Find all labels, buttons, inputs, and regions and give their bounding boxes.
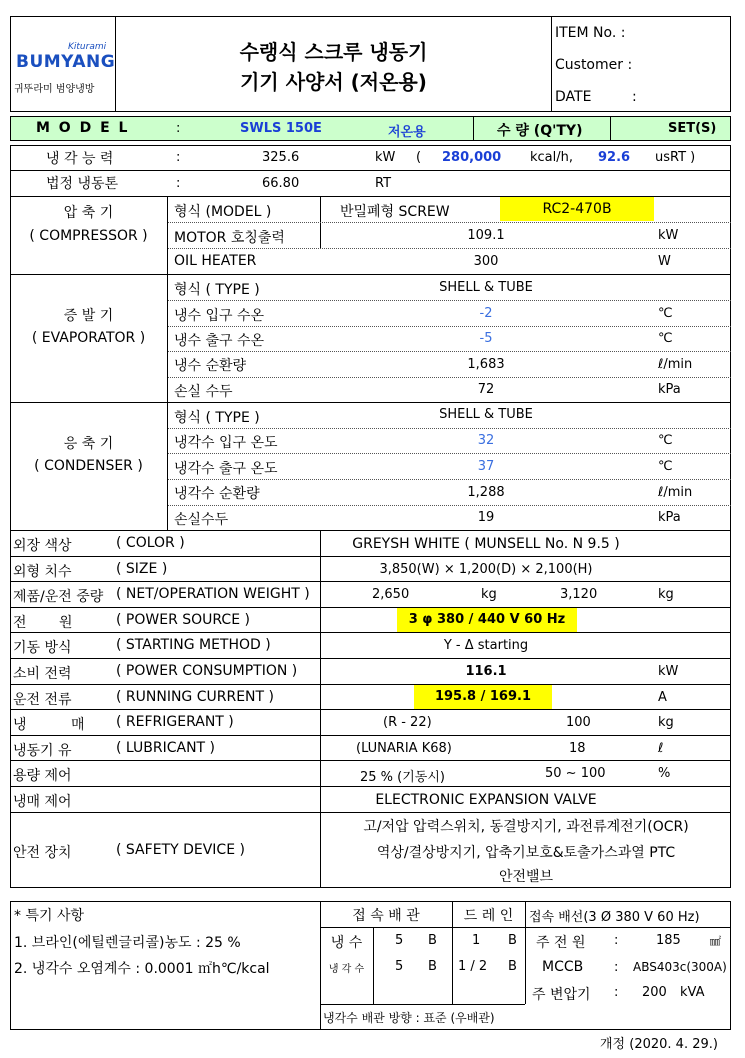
condenser-type-name: 형식 ( TYPE ) [174,410,260,426]
lubricant-qty: 18 [569,741,586,756]
safety-line1: 고/저압 압력스위치, 동결방지기, 과전류계전기(OCR) [363,819,689,835]
evaporator-outlet-value: -5 [479,331,493,346]
power-label-kr: 전 원 [13,615,73,631]
evaporator-outlet-name: 냉수 출구 수온 [174,333,265,349]
evaporator-flow-value: 1,683 [467,357,505,372]
power-value: 3 φ 380 / 440 V 60 Hz [397,608,577,632]
capacity-unit: kW [375,150,396,165]
compressor-motor-unit: kW [658,228,679,243]
starting-value: Y - Δ starting [443,638,529,653]
weight-unit1: kg [481,587,497,602]
color-label-en: ( COLOR ) [116,535,185,551]
piping-direction: 냉각수 배관 방향 : 표준 (우배관) [323,1011,495,1025]
wiring-mccb-label: MCCB [542,959,584,975]
capacity-control-range: 50 ~ 100 [545,766,606,781]
compressor-model-code: RC2-470B [500,197,654,221]
piping-chilled-size: 5 [395,933,404,948]
wiring-trans-value: 200 [642,985,667,1000]
refrigerant-value: (R - 22) [383,715,432,730]
qty-unit: SET(S) [668,121,717,136]
wiring-trans-colon: : [614,985,619,1000]
compressor-model-value: 반밀폐형 SCREW [340,204,450,220]
condenser-flow-unit: ℓ/min [658,485,693,500]
refrigerant-label-en: ( REFRIGERANT ) [116,714,234,730]
capacity-kcal: 280,000 [442,150,502,165]
evaporator-inlet-value: -2 [479,306,493,321]
compressor-motor-value: 109.1 [467,228,505,243]
condenser-loss-unit: kPa [658,510,681,525]
legal-unit: RT [375,176,392,191]
drain-chilled-size: 1 [472,933,481,948]
compressor-heater-value: 300 [473,254,499,269]
consumption-label-en: ( POWER CONSUMPTION ) [116,663,298,679]
date-colon: : [632,89,637,105]
evaporator-flow-unit: ℓ/min [658,357,693,372]
legal-label: 법정 냉동톤 [46,176,119,192]
consumption-label-kr: 소비 전력 [13,666,72,682]
capacity-kcal-unit: kcal/h, [530,150,574,165]
notes-line1: 1. 브라인(에틸렌글리콜)농도 : 25 % [14,935,241,951]
power-label-en: ( POWER SOURCE ) [116,612,250,628]
evaporator-inlet-unit: ℃ [658,306,673,321]
capacity-paren: ( [416,150,422,165]
revision-note: 개정 (2020. 4. 29.) [600,1037,718,1052]
refrigerant-unit: kg [658,715,674,730]
weight-op: 3,120 [560,587,598,602]
current-label-en: ( RUNNING CURRENT ) [116,689,274,705]
compressor-heater-name: OIL HEATER [174,253,257,269]
lubricant-value: (LUNARIA K68) [356,741,452,756]
evaporator-flow-name: 냉수 순환량 [174,358,247,374]
evaporator-label-kr: 증 발 기 [63,308,114,324]
consumption-value: 116.1 [465,664,507,679]
condenser-loss-name: 손실수두 [174,512,229,528]
drain-header: 드 레 인 [463,908,514,924]
weight-label-en: ( NET/OPERATION WEIGHT ) [116,586,310,602]
weight-unit2: kg [658,587,674,602]
doc-title-line1: 수랭식 스크루 냉동기 [239,40,428,64]
safety-label-kr: 안전 장치 [13,845,72,861]
model-colon: : [176,121,181,136]
evaporator-label-en: ( EVAPORATOR ) [31,330,146,346]
refrigerant-label-kr: 냉 매 [13,717,85,733]
wiring-main-value: 185 [656,933,681,948]
evaporator-loss-unit: kPa [658,382,681,397]
capacity-value: 325.6 [262,150,300,165]
piping-cooling-unit: B [428,959,437,974]
drain-chilled-unit: B [508,933,517,948]
safety-line2: 역상/결상방지기, 압축기보호&토출가스과열 PTC [376,845,676,861]
starting-label-en: ( STARTING METHOD ) [116,637,271,653]
logo-kiturami: Kiturami [68,42,107,52]
condenser-flow-value: 1,288 [467,485,505,500]
wiring-trans-unit: kVA [680,985,705,1000]
compressor-motor-name: MOTOR 호칭출력 [174,230,285,246]
legal-colon: : [176,176,181,191]
date-label: DATE [555,89,592,105]
ref-control-value: ELECTRONIC EXPANSION VALVE [375,792,597,808]
weight-label-kr: 제품/운전 중량 [13,589,104,605]
wiring-trans-label: 주 변압기 [532,987,591,1003]
lubricant-unit: ℓ [658,741,664,756]
condenser-flow-name: 냉각수 순환량 [174,486,260,502]
notes-title: * 특기 사항 [14,908,84,924]
logo-sub: 귀뚜라미 범양냉방 [14,84,95,95]
weight-net: 2,650 [372,587,410,602]
condenser-inlet-name: 냉각수 입구 온도 [174,435,278,451]
condenser-outlet-unit: ℃ [658,459,673,474]
wiring-header: 접속 배선(3 Ø 380 V 60 Hz) [529,910,700,925]
notes-line2: 2. 냉각수 오염계수 : 0.0001 ㎡h℃/kcal [14,961,270,977]
piping-header: 접 속 배 관 [352,908,420,924]
condenser-type-value: SHELL & TUBE [439,407,533,422]
wiring-main-unit: ㎟ [710,935,721,948]
customer-label: Customer : [555,57,633,73]
capacity-control-label: 용량 제어 [13,768,72,784]
wiring-main-label: 주 전 원 [536,935,586,951]
drain-cooling-size: 1 / 2 [458,959,488,974]
capacity-usrt: 92.6 [598,150,631,165]
safety-label-en: ( SAFETY DEVICE ) [116,842,245,858]
size-label-kr: 외형 치수 [13,564,72,580]
current-label-kr: 운전 전류 [13,692,72,708]
refrigerant-qty: 100 [566,715,591,730]
lubricant-label-kr: 냉동기 유 [13,743,72,759]
piping-cooling-size: 5 [395,959,404,974]
starting-label-kr: 기동 방식 [13,640,72,656]
evaporator-inlet-name: 냉수 입구 수온 [174,308,265,324]
evaporator-type-value: SHELL & TUBE [439,280,533,295]
capacity-usrt-unit: usRT ) [655,150,696,165]
qty-label: 수 량 (Q'TY) [497,123,583,139]
model-value: SWLS 150E [240,121,322,136]
drain-cooling-unit: B [508,959,517,974]
model-label: M O D E L [36,120,130,136]
wiring-mccb-colon: : [614,960,619,975]
consumption-unit: kW [658,664,679,679]
size-label-en: ( SIZE ) [116,561,168,577]
model-type: 저온용 [388,125,426,140]
logo-bumyang: BUMYANG [16,52,116,72]
condenser-label-kr: 응 축 기 [63,436,114,452]
piping-chilled-unit: B [428,933,437,948]
compressor-label-en: ( COMPRESSOR ) [29,228,148,244]
safety-line3: 안전밸브 [498,869,554,885]
capacity-control-value: 25 % (기동시) [360,770,445,785]
doc-title-line2: 기기 사양서 (저온용) [240,70,427,94]
current-unit: A [658,690,667,705]
capacity-label: 냉 각 능 력 [46,151,114,167]
ref-control-label: 냉매 제어 [13,794,72,810]
compressor-model-name: 형식 (MODEL ) [174,204,272,220]
wiring-mccb-value: ABS403c(300A) [633,960,727,974]
size-value: 3,850(W) × 1,200(D) × 2,100(H) [379,562,593,577]
evaporator-type-name: 형식 ( TYPE ) [174,282,260,298]
legal-value: 66.80 [262,176,300,191]
capacity-colon: : [176,150,181,165]
condenser-loss-value: 19 [477,510,495,525]
condenser-inlet-value: 32 [477,433,495,448]
capacity-control-unit: % [658,766,671,781]
compressor-heater-unit: W [658,254,671,269]
current-value: 195.8 / 169.1 [414,685,552,709]
evaporator-loss-name: 손실 수두 [174,384,233,400]
evaporator-outlet-unit: ℃ [658,331,673,346]
condenser-outlet-name: 냉각수 출구 온도 [174,461,278,477]
condenser-label-en: ( CONDENSER ) [34,458,143,474]
color-value: GREYSH WHITE ( MUNSELL No. N 9.5 ) [352,536,620,552]
condenser-inlet-unit: ℃ [658,433,673,448]
piping-cooling-label: 냉 각 수 [328,964,365,975]
lubricant-label-en: ( LUBRICANT ) [116,740,216,756]
wiring-main-colon: : [614,933,619,948]
evaporator-loss-value: 72 [477,382,495,397]
condenser-outlet-value: 37 [477,459,495,474]
compressor-label-kr: 압 축 기 [63,205,114,221]
piping-chilled-label: 냉 수 [330,935,363,951]
color-label-kr: 외장 색상 [13,538,72,554]
item-no-label: ITEM No. : [555,25,626,41]
